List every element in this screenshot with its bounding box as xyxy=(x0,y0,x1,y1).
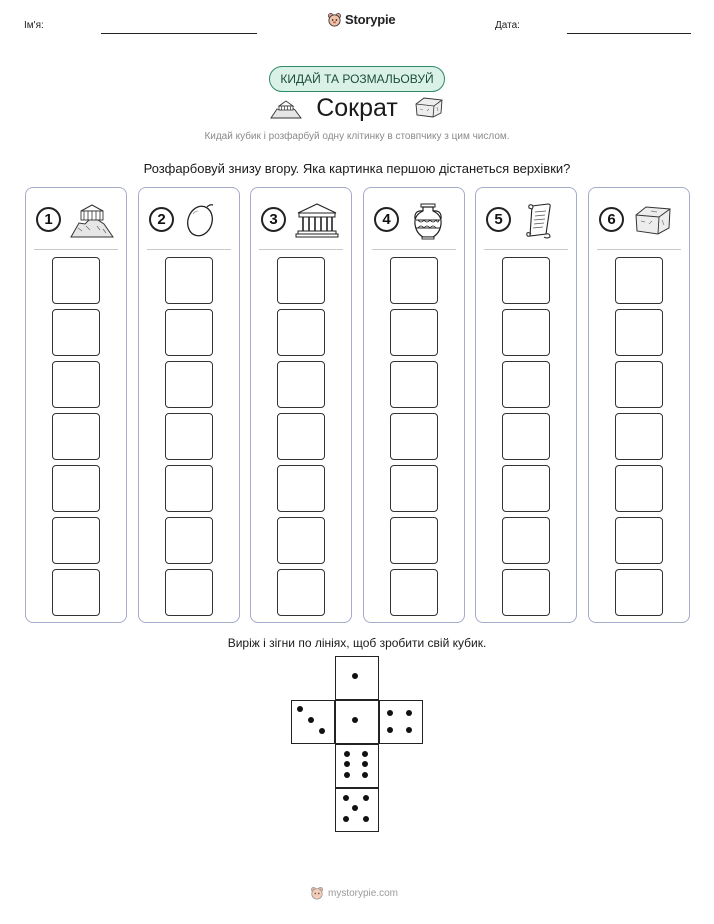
footer xyxy=(310,886,398,900)
die-pip xyxy=(344,761,350,767)
color-cell[interactable] xyxy=(277,257,325,304)
color-cell[interactable] xyxy=(277,517,325,564)
greek-temple-icon xyxy=(295,202,339,238)
color-cell[interactable] xyxy=(52,413,100,460)
die-pip xyxy=(352,805,358,811)
column-number: 4 xyxy=(374,207,399,232)
die-face-six xyxy=(335,744,379,788)
die-pip xyxy=(363,795,369,801)
column-header xyxy=(26,188,126,252)
die-pip xyxy=(406,710,412,716)
column-header xyxy=(251,188,351,252)
brand-logo xyxy=(327,12,395,27)
column-4 xyxy=(363,187,465,623)
color-cell[interactable] xyxy=(165,465,213,512)
color-cell[interactable] xyxy=(52,517,100,564)
name-label: Ім'я: xyxy=(24,20,44,31)
storypie-mascot-icon xyxy=(310,886,324,900)
die-pip xyxy=(344,751,350,757)
column-divider xyxy=(597,249,681,250)
column-number: 2 xyxy=(149,207,174,232)
color-cell[interactable] xyxy=(390,309,438,356)
stone-block-icon xyxy=(414,95,444,119)
die-face-one xyxy=(335,700,379,744)
column-number: 6 xyxy=(599,207,624,232)
die-pip xyxy=(319,728,325,734)
color-cell[interactable] xyxy=(502,361,550,408)
color-cell[interactable] xyxy=(277,413,325,460)
column-divider xyxy=(147,249,231,250)
stone-block-icon xyxy=(633,202,673,238)
column-number: 5 xyxy=(486,207,511,232)
color-cell[interactable] xyxy=(52,309,100,356)
color-cell[interactable] xyxy=(277,465,325,512)
die-pip xyxy=(343,816,349,822)
color-cell[interactable] xyxy=(165,361,213,408)
color-cell[interactable] xyxy=(502,413,550,460)
storypie-mascot-icon xyxy=(327,12,342,27)
scroll-icon xyxy=(520,202,556,240)
die-pip xyxy=(344,772,350,778)
die-face-five xyxy=(335,788,379,832)
column-divider xyxy=(259,249,343,250)
die-pip xyxy=(362,772,368,778)
column-divider xyxy=(34,249,118,250)
date-line[interactable] xyxy=(567,33,691,34)
color-cell[interactable] xyxy=(615,517,663,564)
activity-badge: КИДАЙ ТА РОЗМАЛЬОВУЙ xyxy=(269,66,445,92)
olive-icon xyxy=(183,202,223,238)
column-header xyxy=(589,188,689,252)
color-cell[interactable] xyxy=(502,309,550,356)
color-cell[interactable] xyxy=(615,257,663,304)
die-face-one xyxy=(335,656,379,700)
die-face-four xyxy=(379,700,423,744)
date-label: Дата: xyxy=(495,20,520,31)
color-cell[interactable] xyxy=(165,309,213,356)
color-cell[interactable] xyxy=(390,465,438,512)
color-cell[interactable] xyxy=(615,569,663,616)
footer-url[interactable]: mystorypie.com xyxy=(328,887,399,899)
die-pip xyxy=(352,717,358,723)
color-cell[interactable] xyxy=(52,465,100,512)
column-divider xyxy=(484,249,568,250)
die-pip xyxy=(387,727,393,733)
column-2 xyxy=(138,187,240,623)
color-cell[interactable] xyxy=(390,257,438,304)
amphora-icon xyxy=(408,202,448,240)
color-cell[interactable] xyxy=(502,569,550,616)
color-cell[interactable] xyxy=(277,309,325,356)
color-cell[interactable] xyxy=(615,465,663,512)
die-pip xyxy=(387,710,393,716)
die-pip xyxy=(362,751,368,757)
color-cell[interactable] xyxy=(502,257,550,304)
page-title: Сократ xyxy=(316,94,398,122)
name-line[interactable] xyxy=(101,33,257,34)
column-header xyxy=(364,188,464,252)
color-cell[interactable] xyxy=(390,413,438,460)
column-number: 1 xyxy=(36,207,61,232)
die-pip xyxy=(352,673,358,679)
color-cell[interactable] xyxy=(165,517,213,564)
column-number: 3 xyxy=(261,207,286,232)
color-cell[interactable] xyxy=(165,569,213,616)
column-header xyxy=(476,188,576,252)
color-cell[interactable] xyxy=(502,517,550,564)
color-cell[interactable] xyxy=(390,569,438,616)
color-cell[interactable] xyxy=(502,465,550,512)
cut-instruction: Виріж і зігни по лініях, щоб зробити свій кубик. xyxy=(227,636,487,650)
die-pip xyxy=(363,816,369,822)
color-cell[interactable] xyxy=(615,309,663,356)
color-cell[interactable] xyxy=(165,413,213,460)
column-header xyxy=(139,188,239,252)
color-cell[interactable] xyxy=(615,413,663,460)
page-subtitle: Кидай кубик і розфарбуй одну клітинку в стовпчику з цим числом. xyxy=(204,131,510,142)
acropolis-icon xyxy=(70,202,114,238)
color-cell[interactable] xyxy=(390,361,438,408)
color-cell[interactable] xyxy=(52,257,100,304)
die-pip xyxy=(406,727,412,733)
brand-name: Storypie xyxy=(345,12,396,27)
die-pip xyxy=(343,795,349,801)
color-cell[interactable] xyxy=(52,361,100,408)
column-1 xyxy=(25,187,127,623)
color-cell[interactable] xyxy=(52,569,100,616)
column-divider xyxy=(372,249,456,250)
die-pip xyxy=(297,706,303,712)
color-cell[interactable] xyxy=(615,361,663,408)
column-5 xyxy=(475,187,577,623)
column-3 xyxy=(250,187,352,623)
coloring-instruction: Розфарбовуй знизу вгору. Яка картинка першою дістанеться верхівки? xyxy=(143,161,571,176)
color-cell[interactable] xyxy=(390,517,438,564)
color-cell[interactable] xyxy=(277,361,325,408)
die-pip xyxy=(308,717,314,723)
die-face-three xyxy=(291,700,335,744)
color-cell[interactable] xyxy=(277,569,325,616)
color-cell[interactable] xyxy=(165,257,213,304)
die-pip xyxy=(362,761,368,767)
column-6 xyxy=(588,187,690,623)
